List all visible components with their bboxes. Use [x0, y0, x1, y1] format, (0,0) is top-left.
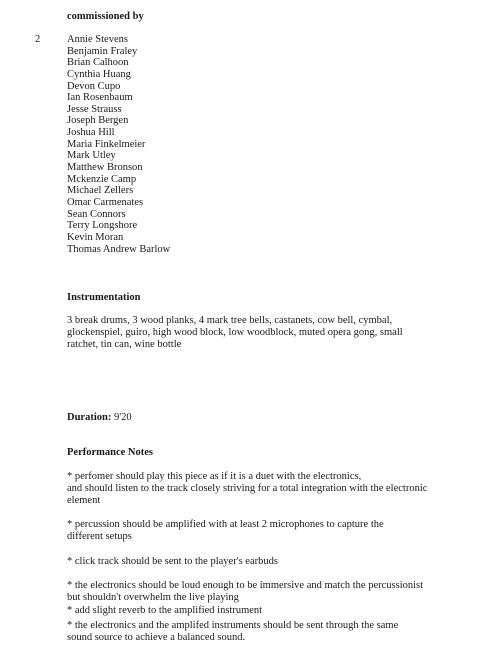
- commissioner-name: Michael Zellers: [67, 185, 134, 197]
- commissioner-name: Thomas Andrew Barlow: [67, 243, 171, 255]
- note-line: * the electronics and the amplifed instruments should be sent through the same: [67, 620, 399, 631]
- note-line: * click track should be sent to the player's earbuds: [67, 556, 278, 567]
- commissioner-name: Jesse Strauss: [67, 103, 122, 115]
- commissioners-list: [67, 34, 170, 255]
- commissioner-name: Benjamin Fraley: [67, 45, 138, 57]
- page-number: 2: [35, 34, 41, 45]
- note-line: * add slight reverb to the amplified instrument: [67, 605, 263, 616]
- commissioner-name: Devon Cupo: [67, 80, 121, 92]
- note-line: sound source to achieve a balanced sound.: [67, 632, 246, 643]
- commissioner-name: Mckenzie Camp: [67, 173, 137, 185]
- commissioner-name: Joshua Hill: [67, 127, 115, 139]
- instrumentation-line: ratchet, tin can, wine bottle: [67, 339, 182, 350]
- commissioner-name: Annie Stevens: [67, 34, 128, 45]
- note-line: and should listen to the track closely striving for a total integration with the electronic: [67, 483, 428, 494]
- commissioner-name: Cynthia Huang: [67, 68, 131, 80]
- performance-note: [67, 556, 427, 568]
- instrumentation-text: [67, 315, 427, 351]
- commissioner-name: Ian Rosenbaum: [67, 92, 133, 104]
- performance-note: [67, 580, 427, 604]
- commissioner-name: Matthew Bronson: [67, 162, 143, 174]
- performance-note: [67, 620, 427, 644]
- instrumentation-line: glockenspiel, guiro, high wood block, low woodblock, muted opera gong, small: [67, 327, 403, 338]
- performance-note: [67, 519, 427, 543]
- commissioner-name: Omar Carmenates: [67, 196, 144, 208]
- note-line: * percussion should be amplified with at least 2 microphones to capture the: [67, 519, 384, 530]
- duration: [67, 412, 132, 424]
- instrumentation-heading: Instrumentation: [67, 292, 141, 303]
- commissioner-name: Mark Utley: [67, 150, 116, 162]
- commissioner-name: Kevin Moran: [67, 231, 124, 243]
- commissioner-name: Brian Calhoon: [67, 57, 129, 69]
- commissioner-name: Sean Connors: [67, 208, 126, 220]
- duration-label: Duration:: [67, 412, 112, 423]
- commissioner-name: Maria Finkelmeier: [67, 138, 146, 150]
- performance-note: [67, 471, 427, 507]
- note-line: but shouldn't overwhelm the live playing: [67, 592, 239, 603]
- note-line: * perfomer should play this piece as if it is a duet with the electronics,: [67, 471, 362, 482]
- commissioner-name: Terry Longshore: [67, 220, 138, 232]
- note-line: * the electronics should be loud enough to be immersive and match the percussionist: [67, 580, 424, 591]
- commissioner-name: Joseph Bergen: [67, 115, 129, 127]
- commissioned-heading: commissioned by: [67, 11, 144, 22]
- note-line: different setups: [67, 531, 132, 542]
- instrumentation-line: 3 break drums, 3 wood planks, 4 mark tree bells, castanets, cow bell, cymbal,: [67, 315, 393, 326]
- duration-value: 9'20: [111, 412, 132, 423]
- performance-note: [67, 605, 427, 617]
- note-line: element: [67, 495, 101, 506]
- performance-notes-heading: Performance Notes: [67, 447, 153, 458]
